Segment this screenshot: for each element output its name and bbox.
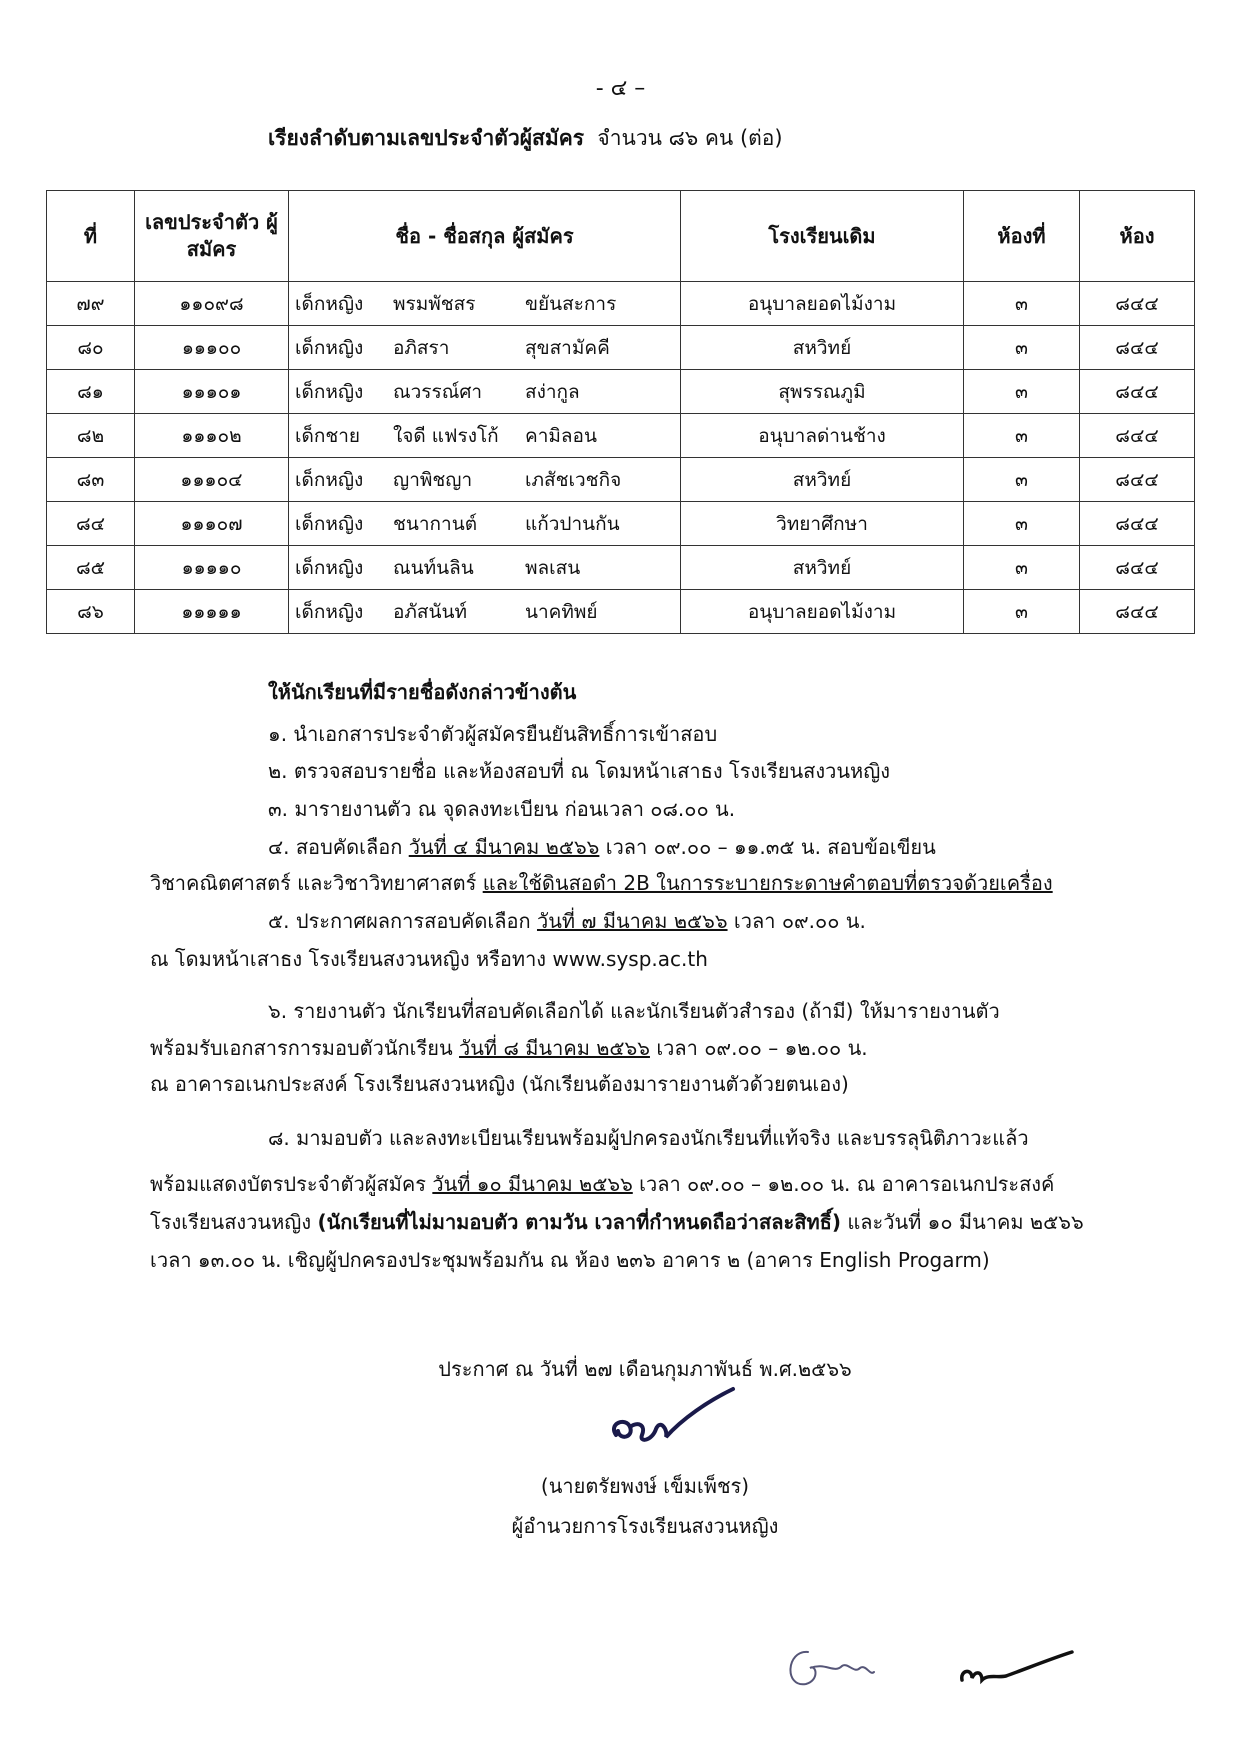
- cell-name: [289, 326, 681, 370]
- director-position: ผู้อำนวยการโรงเรียนสงวนหญิง: [511, 1514, 779, 1538]
- result-time: เวลา ๐๙.๐๐ น.: [733, 909, 866, 933]
- instruction-5: [268, 905, 866, 937]
- cell-id: ๑๑๑๐๐: [135, 326, 289, 370]
- cell-id: ๑๑๑๑๑: [135, 590, 289, 634]
- name-title: เด็กชาย: [295, 424, 361, 447]
- initials-image: [780, 1640, 880, 1695]
- last-name: คามิลอน: [525, 424, 597, 447]
- table-row: [47, 282, 1195, 326]
- first-name: ณวรรณ์ศา: [393, 380, 483, 403]
- director-name: (นายตรัยพงษ์ เข็มเพ็ชร): [540, 1474, 750, 1498]
- name-title: เด็กหญิง: [295, 380, 364, 403]
- name-title: เด็กหญิง: [295, 468, 364, 491]
- cell-no: ๘๑: [47, 370, 135, 414]
- cell-id: ๑๑๑๑๐: [135, 546, 289, 590]
- header-room: ห้อง: [1080, 191, 1195, 282]
- instruction-8-cont: [150, 1168, 1054, 1200]
- cell-name: [289, 546, 681, 590]
- cell-no: ๘๕: [47, 546, 135, 590]
- cell-room: ๘๔๔: [1080, 590, 1195, 634]
- cell-name: [289, 282, 681, 326]
- cell-room: ๘๔๔: [1080, 282, 1195, 326]
- cell-school: อนุบาลยอดไม้งาม: [681, 590, 964, 634]
- last-name: นาคทิพย์: [525, 600, 598, 623]
- instruction-4: [268, 831, 936, 863]
- first-name: พรมพัชสร: [393, 292, 476, 315]
- first-name: อภิสรา: [393, 336, 450, 359]
- cell-room: ๘๔๔: [1080, 326, 1195, 370]
- name-title: เด็กหญิง: [295, 556, 364, 579]
- cell-room-no: ๓: [964, 414, 1080, 458]
- header-name: ชื่อ - ชื่อสกุล ผู้สมัคร: [289, 191, 681, 282]
- cell-room-no: ๓: [964, 458, 1080, 502]
- instruction-5-cont: ณ โดมหน้าเสาธง โรงเรียนสงวนหญิง หรือทาง www.sysp.ac.th: [150, 947, 708, 971]
- cell-no: ๘๖: [47, 590, 135, 634]
- enroll-date: วันที่ ๑๐ มีนาคม ๒๕๖๖: [432, 1172, 633, 1196]
- cell-room-no: ๓: [964, 370, 1080, 414]
- first-name: ญาพิชญา: [393, 468, 473, 491]
- report-time: เวลา ๐๙.๐๐ – ๑๒.๐๐ น.: [656, 1036, 868, 1060]
- table-row: [47, 502, 1195, 546]
- cell-school: อนุบาลด่านช้าง: [681, 414, 964, 458]
- cell-room: ๘๔๔: [1080, 502, 1195, 546]
- forfeit-note: (นักเรียนที่ไม่มามอบตัว ตามวัน เวลาที่กำหนดถือว่าสละสิทธิ์): [317, 1210, 841, 1234]
- cell-no: ๗๙: [47, 282, 135, 326]
- first-name: ใจดี แฟรงโก้: [393, 424, 499, 447]
- header-room-no: ห้องที่: [964, 191, 1080, 282]
- instruction-6-cont: [150, 1032, 868, 1064]
- last-name: ขยันสะการ: [525, 292, 617, 315]
- exam-time: เวลา ๐๙.๐๐ – ๑๑.๓๕ น. สอบข้อเขียน: [605, 835, 936, 859]
- cell-id: ๑๑๑๐๒: [135, 414, 289, 458]
- cell-name: [289, 370, 681, 414]
- instruction-6: ๖. รายงานตัว นักเรียนที่สอบคัดเลือกได้ และนักเรียนตัวสำรอง (ถ้ามี) ให้มารายงานตัว: [268, 999, 1000, 1023]
- first-name: ณนท์นลิน: [393, 556, 474, 579]
- last-name: เภสัชเวชกิจ: [525, 468, 622, 491]
- cell-room-no: ๓: [964, 282, 1080, 326]
- table-row: [47, 546, 1195, 590]
- instruction-2: ๒. ตรวจสอบรายชื่อ และห้องสอบที่ ณ โดมหน้าเสาธง โรงเรียนสงวนหญิง: [268, 759, 891, 783]
- header-id: เลขประจำตัว ผู้สมัคร: [135, 191, 289, 282]
- name-title: เด็กหญิง: [295, 512, 364, 535]
- last-name: พลเสน: [525, 556, 581, 579]
- pencil-note: และใช้ดินสอดำ 2B ในการระบายกระดาษคำตอบที่ตรวจด้วยเครื่อง: [482, 871, 1053, 895]
- instructions-title: [268, 676, 576, 708]
- table-row: [47, 590, 1195, 634]
- last-name: สุขสามัคคี: [525, 336, 610, 359]
- page-number: - ๔ –: [595, 76, 646, 101]
- last-name: แก้วปานกัน: [525, 512, 620, 535]
- cell-room: ๘๔๔: [1080, 414, 1195, 458]
- instruction-8-card: พร้อมแสดงบัตรประจำตัวผู้สมัคร: [150, 1172, 426, 1196]
- cell-no: ๘๓: [47, 458, 135, 502]
- heading-count: จำนวน ๘๖ คน (ต่อ): [597, 126, 783, 150]
- cell-no: ๘๒: [47, 414, 135, 458]
- instruction-6-doc: พร้อมรับเอกสารการมอบตัวนักเรียน: [150, 1036, 453, 1060]
- cell-school: สุพรรณภูมิ: [681, 370, 964, 414]
- cell-id: ๑๑๑๐๔: [135, 458, 289, 502]
- header-no: ที่: [47, 191, 135, 282]
- cell-no: ๘๐: [47, 326, 135, 370]
- cell-room: ๘๔๔: [1080, 546, 1195, 590]
- applicant-table: [46, 190, 1195, 634]
- heading-bold: เรียงลำดับตามเลขประจำตัวผู้สมัคร: [268, 126, 585, 150]
- cell-no: ๘๔: [47, 502, 135, 546]
- cell-school: สหวิทย์: [681, 326, 964, 370]
- school-name: โรงเรียนสงวนหญิง: [150, 1210, 312, 1234]
- enroll-time: เวลา ๐๙.๐๐ – ๑๒.๐๐ น. ณ อาคารอเนกประสงค์: [639, 1172, 1055, 1196]
- cell-school: วิทยาศึกษา: [681, 502, 964, 546]
- cell-room-no: ๓: [964, 502, 1080, 546]
- cell-room-no: ๓: [964, 546, 1080, 590]
- cell-school: อนุบาลยอดไม้งาม: [681, 282, 964, 326]
- cell-name: [289, 502, 681, 546]
- cell-room: ๘๔๔: [1080, 458, 1195, 502]
- cell-name: [289, 458, 681, 502]
- first-name: ชนากานต์: [393, 512, 478, 535]
- table-row: [47, 414, 1195, 458]
- instruction-8-meeting: เวลา ๑๓.๐๐ น. เชิญผู้ปกครองประชุมพร้อมกัน ณ ห้อง ๒๓๖ อาคาร ๒ (อาคาร English Progarm): [150, 1248, 990, 1272]
- last-name: สง่ากูล: [525, 380, 580, 403]
- exam-date: วันที่ ๔ มีนาคม ๒๕๖๖: [408, 835, 600, 859]
- instruction-1: ๑. นำเอกสารประจำตัวผู้สมัครยืนยันสิทธิ์การเข้าสอบ: [268, 722, 718, 746]
- instruction-8-note: [150, 1206, 1084, 1238]
- table-row: [47, 370, 1195, 414]
- cell-school: สหวิทย์: [681, 458, 964, 502]
- cell-id: ๑๑๑๐๑: [135, 370, 289, 414]
- instruction-3: ๓. มารายงานตัว ณ จุดลงทะเบียน ก่อนเวลา ๐๘.๐๐ น.: [268, 797, 736, 821]
- table-header-row: [47, 191, 1195, 282]
- signature-image: [608, 1385, 738, 1455]
- cell-name: [289, 414, 681, 458]
- meeting-date: และวันที่ ๑๐ มีนาคม ๒๕๖๖: [847, 1210, 1084, 1234]
- first-name: อภัสนันท์: [393, 600, 468, 623]
- instruction-8: ๘. มามอบตัว และลงทะเบียนเรียนพร้อมผู้ปกครองนักเรียนที่แท้จริง และบรรลุนิติภาวะแล้ว: [268, 1126, 1029, 1150]
- cell-room-no: ๓: [964, 326, 1080, 370]
- cell-room-no: ๓: [964, 590, 1080, 634]
- cell-room: ๘๔๔: [1080, 370, 1195, 414]
- cell-id: ๑๑๐๙๘: [135, 282, 289, 326]
- instruction-5-label: ๕. ประกาศผลการสอบคัดเลือก: [268, 909, 531, 933]
- cell-name: [289, 590, 681, 634]
- instructions-title-text: ให้นักเรียนที่มีรายชื่อดังกล่าวข้างต้น: [268, 680, 577, 704]
- table-row: [47, 458, 1195, 502]
- name-title: เด็กหญิง: [295, 292, 364, 315]
- instruction-4-label: ๔. สอบคัดเลือก: [268, 835, 403, 859]
- result-date: วันที่ ๗ มีนาคม ๒๕๖๖: [536, 909, 728, 933]
- cell-school: สหวิทย์: [681, 546, 964, 590]
- announce-date: ประกาศ ณ วันที่ ๒๗ เดือนกุมภาพันธ์ พ.ศ.๒๕๖๖: [438, 1357, 852, 1381]
- page-heading: [268, 122, 783, 155]
- exam-subjects: วิชาคณิตศาสตร์ และวิชาวิทยาศาสตร์: [150, 871, 477, 895]
- report-date: วันที่ ๘ มีนาคม ๒๕๖๖: [459, 1036, 650, 1060]
- instruction-4-cont: [150, 867, 1053, 899]
- name-title: เด็กหญิง: [295, 336, 364, 359]
- cell-id: ๑๑๑๐๗: [135, 502, 289, 546]
- table-row: [47, 326, 1195, 370]
- header-school: โรงเรียนเดิม: [681, 191, 964, 282]
- name-title: เด็กหญิง: [295, 600, 364, 623]
- instruction-6-place: ณ อาคารอเนกประสงค์ โรงเรียนสงวนหญิง (นักเรียนต้องมารายงานตัวด้วยตนเอง): [150, 1072, 849, 1096]
- initials-mark-image: [958, 1650, 1078, 1690]
